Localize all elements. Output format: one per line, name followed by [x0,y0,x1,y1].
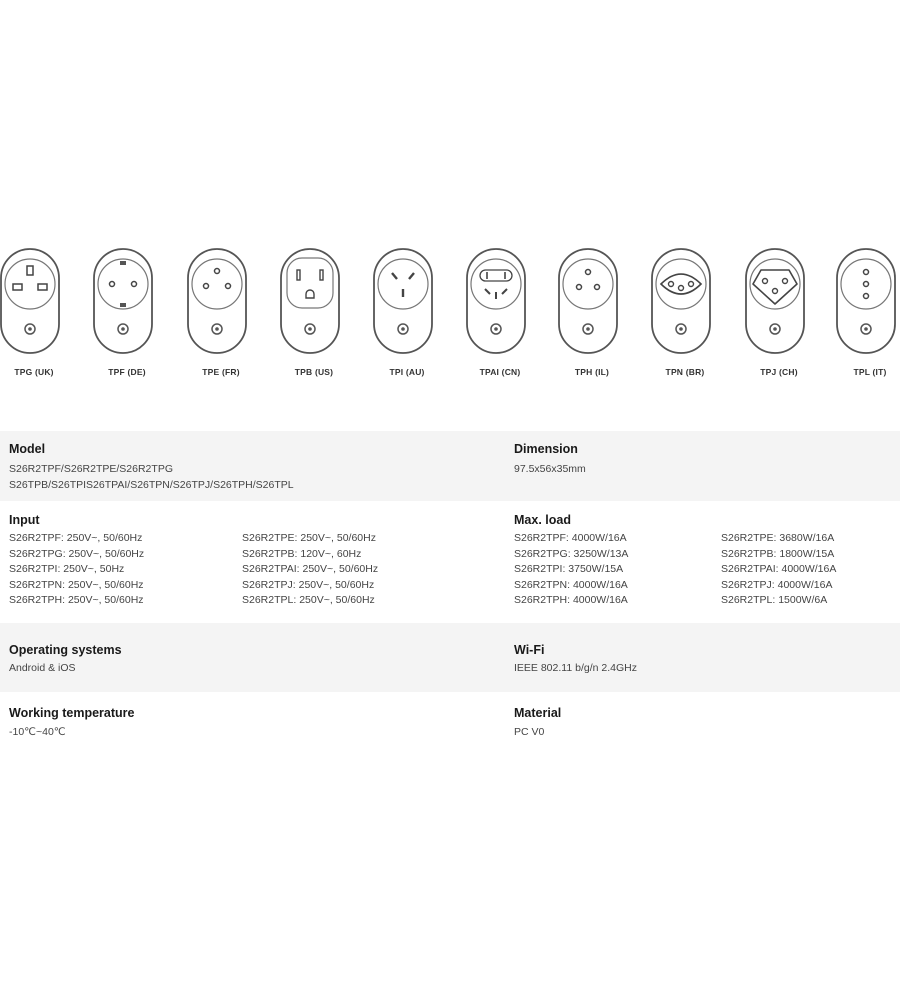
wifi-value: IEEE 802.11 b/g/n 2.4GHz [514,662,637,674]
max-load-col2 [721,531,836,609]
input-line: S26R2TPI: 250V~, 50Hz [9,563,125,575]
plug-us [274,246,354,386]
max-load-line: S26R2TPN: 4000W/16A [514,578,628,591]
model-line: S26TPB/S26TPIS26TPAI/S26TPN/S26TPJ/S26TPH/S26TPL [9,478,294,491]
model-line: S26R2TPF/S26R2TPE/S26R2TPG [9,463,173,475]
spec-row-model [0,431,900,501]
max-load-line: S26R2TPE: 3680W/16A [721,532,835,544]
plug-label: TPL (IT) [853,367,887,377]
input-line: S26R2TPN: 250V~, 50/60Hz [9,578,144,591]
il-socket-icon [552,246,624,356]
input-line: S26R2TPF: 250V~, 50/60Hz [9,532,143,544]
max-load-line: S26R2TPI: 3750W/15A [514,563,624,575]
plug-cn [460,246,540,386]
wifi-heading: Wi-Fi [514,643,545,657]
temperature-value: -10℃~40℃ [9,726,66,738]
us-socket-icon [274,246,346,356]
uk-socket-icon [0,246,66,356]
ch-socket-icon [739,246,811,356]
max-load-line: S26R2TPAI: 4000W/16A [721,563,837,575]
max-load-line: S26R2TPF: 4000W/16A [514,532,627,544]
input-line: S26R2TPG: 250V~, 50/60Hz [9,547,145,560]
plug-de [87,246,167,386]
plug-label: TPI (AU) [389,367,425,377]
br-socket-icon [645,246,717,356]
dimension-value: 97.5x56x35mm [514,463,586,475]
input-col2 [242,531,378,609]
it-socket-icon [830,246,900,356]
input-line: S26R2TPE: 250V~, 50/60Hz [242,532,376,544]
de-socket-icon [87,246,159,356]
dimension-heading: Dimension [514,442,578,456]
plug-types-row [0,246,900,386]
max-load-line: S26R2TPG: 3250W/13A [514,547,629,560]
plug-ch [739,246,819,386]
plug-uk [0,246,74,386]
spec-row-input [0,501,900,623]
max-load-line: S26R2TPL: 1500W/6A [721,594,828,606]
plug-label: TPF (DE) [108,367,146,377]
input-heading: Input [9,513,40,527]
plug-label: TPN (BR) [665,367,705,377]
model-heading: Model [9,442,46,456]
material-value: PC V0 [514,726,545,738]
plug-label: TPAI (CN) [479,367,521,377]
input-line: S26R2TPB: 120V~, 60Hz [242,547,362,560]
model-value [9,462,294,493]
spec-row-os [0,623,900,692]
cn-socket-icon [460,246,532,356]
max-load-col1 [514,531,628,609]
input-line: S26R2TPJ: 250V~, 50/60Hz [242,578,375,591]
os-heading: Operating systems [9,643,122,657]
plug-br [645,246,725,386]
fr-socket-icon [181,246,253,356]
plug-fr [181,246,261,386]
plug-label: TPH (IL) [574,367,610,377]
material-heading: Material [514,706,562,720]
input-col1 [9,531,144,609]
os-value: Android & iOS [9,662,76,674]
plug-label: TPB (US) [294,367,334,377]
input-line: S26R2TPH: 250V~, 50/60Hz [9,594,144,606]
plug-label: TPJ (CH) [760,367,798,377]
plug-au [367,246,447,386]
max-load-line: S26R2TPB: 1800W/15A [721,547,835,560]
plug-il [552,246,632,386]
spec-row-temperature [0,692,900,757]
max-load-line: S26R2TPH: 4000W/16A [514,594,628,606]
temperature-heading: Working temperature [9,706,135,720]
plug-label: TPE (FR) [202,367,240,377]
max-load-heading: Max. load [514,513,571,527]
plug-label: TPG (UK) [14,367,54,377]
max-load-line: S26R2TPJ: 4000W/16A [721,578,833,591]
au-socket-icon [367,246,439,356]
plug-it [830,246,900,386]
input-line: S26R2TPL: 250V~, 50/60Hz [242,594,375,606]
input-line: S26R2TPAI: 250V~, 50/60Hz [242,563,379,575]
